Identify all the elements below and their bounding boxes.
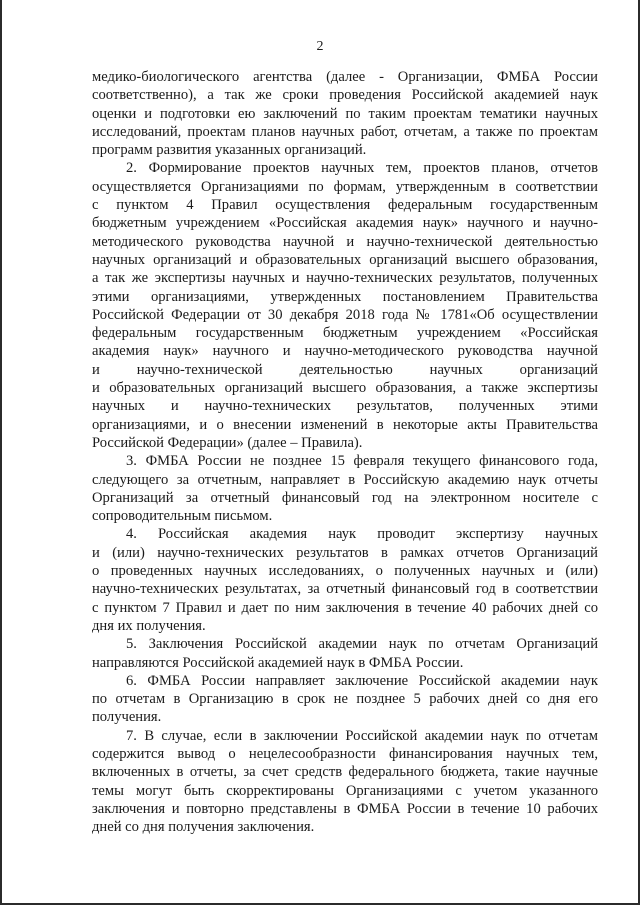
paragraph-5-conclusions-sent (92, 635, 598, 672)
text-line: 3. ФМБА России не позднее 15 февраля текущего финансового года, (126, 453, 598, 470)
text-line: и (или) научно-технических результатов в рамках отчетов Организаций (92, 544, 598, 561)
text-line: научно-технических результатах, за отчетный финансовый год в соответствии (92, 581, 598, 598)
text-line: программ развития указанных организаций. (92, 142, 367, 159)
text-line: содержится вывод о нецелесообразности финансирования научных тем, (92, 745, 598, 762)
text-line: организациями, и о внесении изменений в некоторые акты Правительства (92, 416, 598, 433)
text-line: следующего за отчетным, направляет в Российскую академию наук отчеты (92, 471, 598, 488)
text-line: бюджетным учреждением «Российская академия наук» научного и научно- (92, 215, 598, 232)
text-line: направляются Российской академией наук в ФМБА России. (92, 654, 464, 671)
text-line: 2. Формирование проектов научных тем, проектов планов, отчетов (126, 160, 598, 177)
text-line: методического руководства научной и научно-технической деятельностью (92, 233, 598, 250)
document-body (92, 68, 598, 836)
text-line: Российской Федерации от 30 декабря 2018 года № 1781«Об осуществлении (92, 306, 598, 323)
text-line: с пунктом 7 Правил и дает по ним заключения в течение 40 рабочих дней со (92, 599, 598, 616)
text-line: а так же экспертизы научных и научно-технических результатов, полученных (92, 270, 598, 287)
text-line: темы могут быть скорректированы Организациями с учетом указанного (92, 782, 598, 799)
paragraph-4-expertise (92, 525, 598, 635)
text-line: 4. Российская академия наук проводит экспертизу научных (126, 526, 598, 543)
text-line: федеральным государственным бюджетным учреждением «Российская (92, 325, 598, 342)
text-line: дня их получения. (92, 617, 206, 634)
text-line: 6. ФМБА России направляет заключение Российской академии наук (126, 672, 598, 689)
text-line: заключения и повторно представлены в ФМБА России в течение 10 рабочих (92, 800, 598, 817)
text-line: получения. (92, 709, 162, 726)
text-line: 5. Заключения Российской академии наук по отчетам Организаций (126, 636, 598, 653)
paragraph-2-forming-projects (92, 159, 598, 452)
text-line: о проведенных научных исследованиях, о полученных научных и (или) (92, 563, 598, 580)
paragraph-6-conclusion-forwarding (92, 672, 598, 727)
text-line: и научно-технической деятельностью научных организаций (92, 361, 598, 378)
paragraph-7-correction (92, 727, 598, 837)
paragraph-intro-continuation (92, 68, 598, 159)
text-line: академия наук» научного и научно-методического руководства научной (92, 343, 598, 360)
text-line: научных организаций и образовательных организаций высшего образования, (92, 251, 598, 268)
paragraph-3-reports-deadline (92, 452, 598, 525)
text-line: по отчетам в Организацию в срок не позднее 5 рабочих дней со дня его (92, 691, 598, 708)
page-number: 2 (316, 39, 324, 54)
text-line: этими организациями, утвержденных постановлением Правительства (92, 288, 598, 305)
text-line: оценки и подготовки ею заключений по таким проектам тематики научных (92, 105, 598, 122)
text-line: дней со дня получения заключения. (92, 819, 315, 836)
text-line: и образовательных организаций высшего образования, а также экспертизы (92, 380, 598, 397)
text-line: сопроводительным письмом. (92, 508, 273, 525)
text-line: Организаций за отчетный финансовый год на электронном носителе с (92, 489, 598, 506)
text-line: осуществляется Организациями по формам, утвержденным в соответствии (92, 178, 598, 195)
text-line: с пунктом 4 Правил осуществления федеральным государственным (92, 197, 598, 214)
text-line: включенных в отчеты, за счет средств федерального бюджета, такие научные (92, 764, 598, 781)
text-line: соответственно), а так же сроки проведения Российской академией наук (92, 87, 598, 104)
text-line: 7. В случае, если в заключении Российской академии наук по отчетам (126, 727, 598, 744)
text-line: медико-биологического агентства (далее - Организации, ФМБА России (92, 69, 598, 85)
text-line: научных и научно-технических результатов, полученных этими (92, 398, 598, 415)
text-line: Российской Федерации» (далее – Правила). (92, 434, 363, 451)
text-line: исследований, проектам планов научных работ, отчетам, а также по проектам (92, 123, 598, 140)
